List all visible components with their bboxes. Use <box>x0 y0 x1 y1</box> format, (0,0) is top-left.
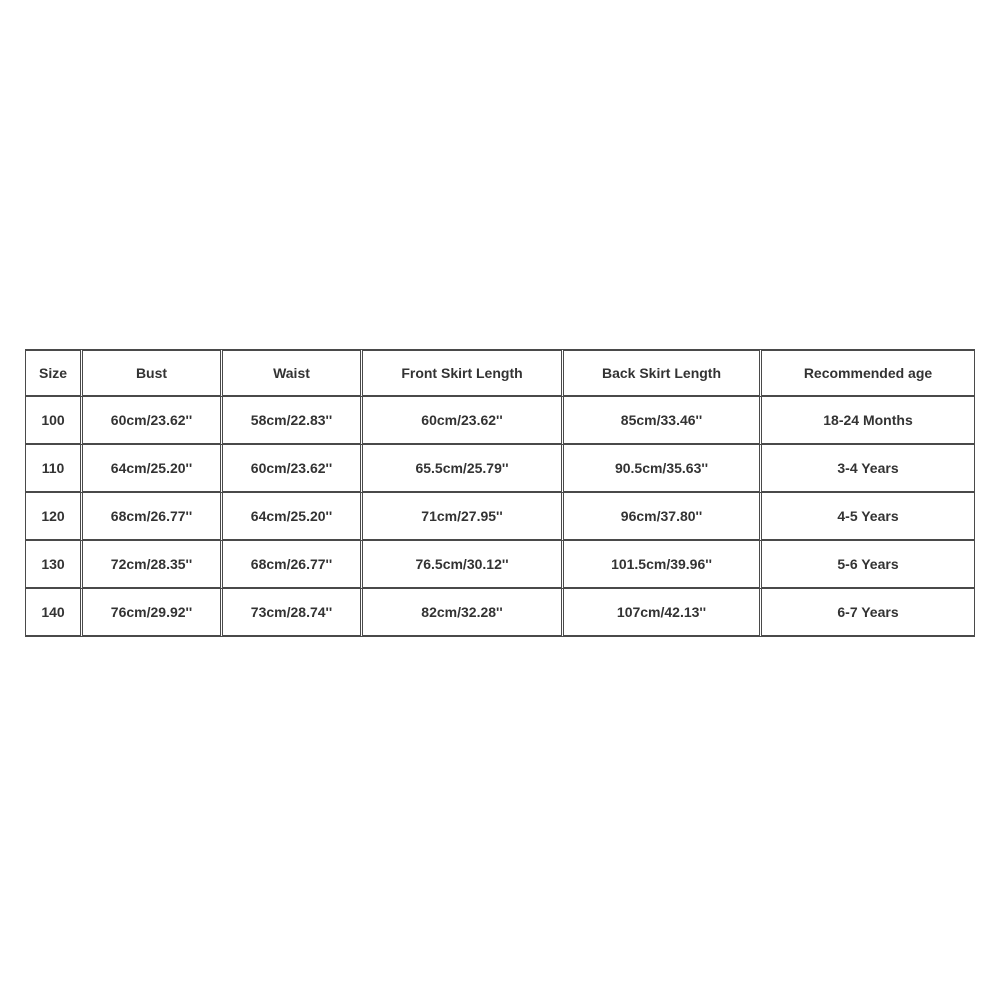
cell-bust: 76cm/29.92'' <box>83 589 223 637</box>
header-bust: Bust <box>83 349 223 397</box>
cell-size: 140 <box>25 589 83 637</box>
cell-size: 120 <box>25 493 83 541</box>
table-row <box>25 493 975 541</box>
cell-back-skirt-length: 90.5cm/35.63'' <box>564 445 762 493</box>
cell-size: 110 <box>25 445 83 493</box>
table-row <box>25 589 975 637</box>
cell-bust: 60cm/23.62'' <box>83 397 223 445</box>
cell-recommended-age: 6-7 Years <box>762 589 975 637</box>
cell-waist: 64cm/25.20'' <box>223 493 363 541</box>
cell-recommended-age: 3-4 Years <box>762 445 975 493</box>
cell-back-skirt-length: 85cm/33.46'' <box>564 397 762 445</box>
header-recommended-age: Recommended age <box>762 349 975 397</box>
cell-bust: 64cm/25.20'' <box>83 445 223 493</box>
header-back-skirt-length: Back Skirt Length <box>564 349 762 397</box>
header-front-skirt-length: Front Skirt Length <box>363 349 564 397</box>
cell-waist: 73cm/28.74'' <box>223 589 363 637</box>
table-row <box>25 445 975 493</box>
cell-bust: 72cm/28.35'' <box>83 541 223 589</box>
cell-size: 130 <box>25 541 83 589</box>
cell-front-skirt-length: 65.5cm/25.79'' <box>363 445 564 493</box>
cell-back-skirt-length: 107cm/42.13'' <box>564 589 762 637</box>
header-size: Size <box>25 349 83 397</box>
cell-back-skirt-length: 101.5cm/39.96'' <box>564 541 762 589</box>
cell-waist: 68cm/26.77'' <box>223 541 363 589</box>
cell-recommended-age: 5-6 Years <box>762 541 975 589</box>
cell-waist: 58cm/22.83'' <box>223 397 363 445</box>
cell-waist: 60cm/23.62'' <box>223 445 363 493</box>
table-row <box>25 397 975 445</box>
cell-front-skirt-length: 60cm/23.62'' <box>363 397 564 445</box>
size-chart-table <box>25 349 975 637</box>
header-waist: Waist <box>223 349 363 397</box>
cell-bust: 68cm/26.77'' <box>83 493 223 541</box>
cell-back-skirt-length: 96cm/37.80'' <box>564 493 762 541</box>
table-row <box>25 541 975 589</box>
header-row <box>25 349 975 397</box>
cell-size: 100 <box>25 397 83 445</box>
cell-front-skirt-length: 82cm/32.28'' <box>363 589 564 637</box>
cell-recommended-age: 18-24 Months <box>762 397 975 445</box>
cell-front-skirt-length: 71cm/27.95'' <box>363 493 564 541</box>
cell-front-skirt-length: 76.5cm/30.12'' <box>363 541 564 589</box>
cell-recommended-age: 4-5 Years <box>762 493 975 541</box>
